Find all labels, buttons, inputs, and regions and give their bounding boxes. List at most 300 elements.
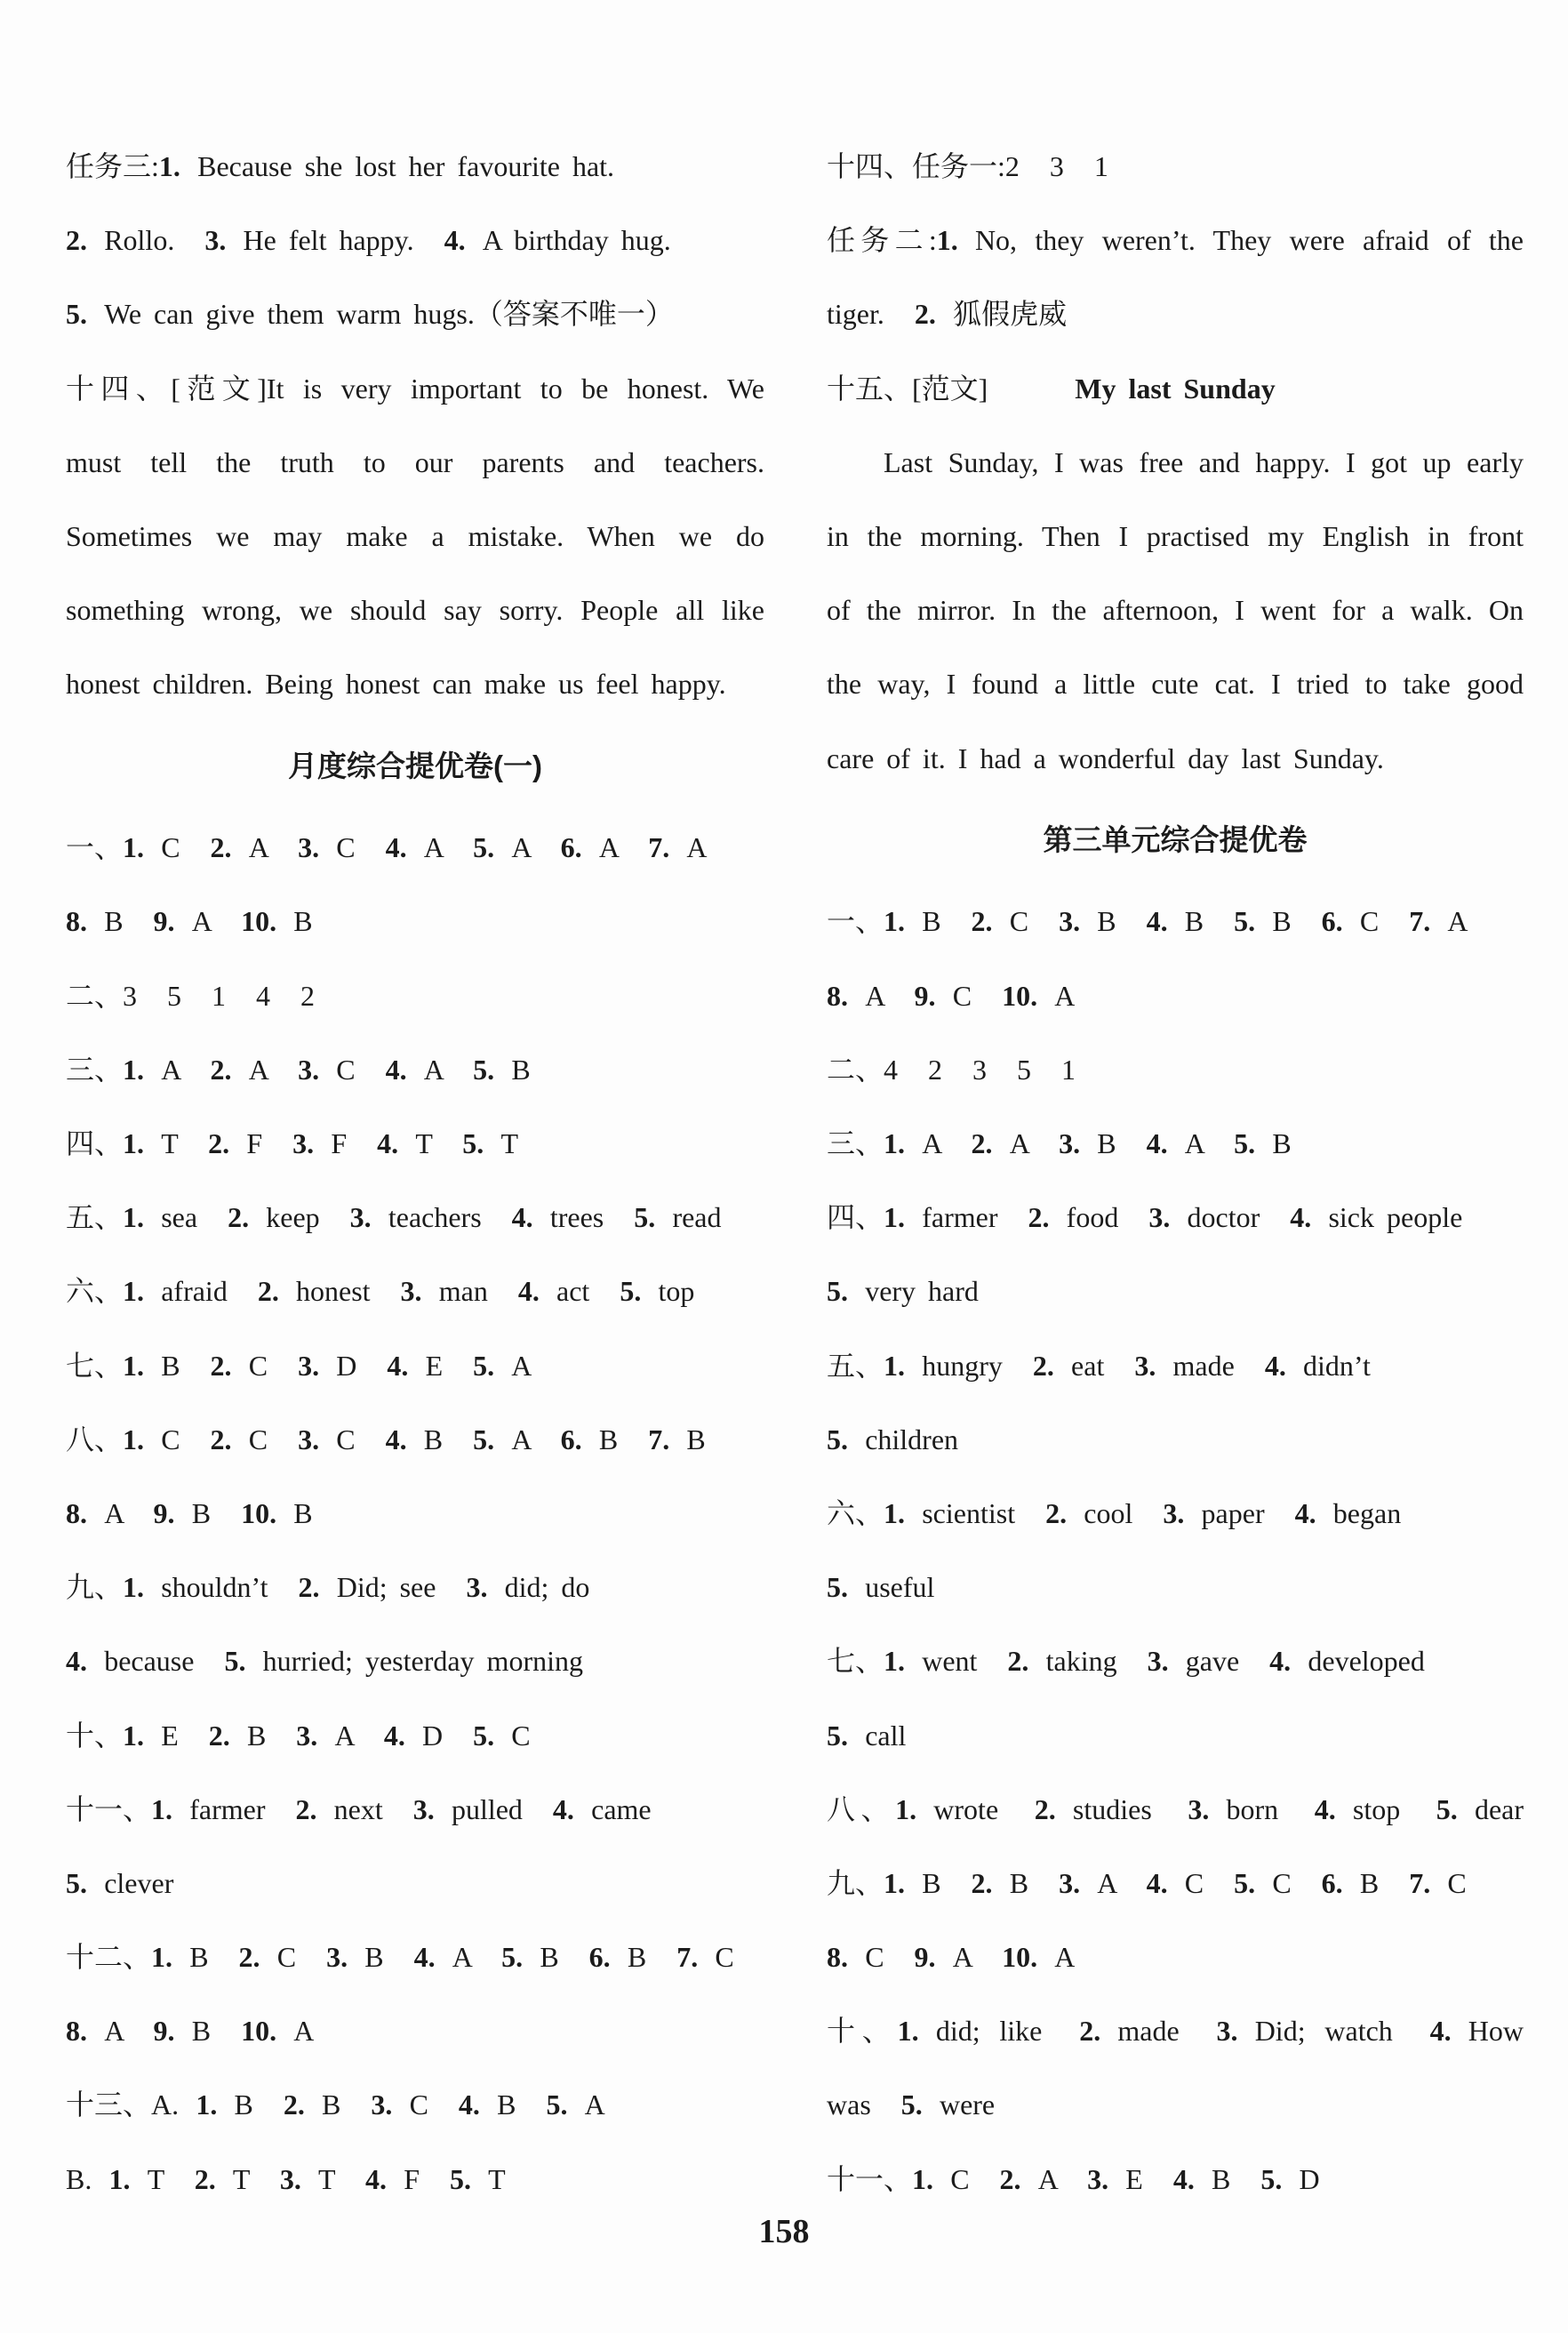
answer-line — [827, 959, 1524, 1033]
answer-item — [648, 831, 707, 863]
answer-number: 1. — [884, 1201, 906, 1234]
answer-item — [66, 1497, 124, 1529]
answer-item — [211, 1350, 268, 1382]
answer-text: B — [322, 2088, 341, 2121]
answer-item — [937, 224, 1524, 256]
answer-item — [895, 1793, 998, 1825]
essay-text: honest children. Being honest can make us feel happy. — [66, 668, 726, 701]
answer-text: B — [293, 905, 313, 938]
answer-item — [1147, 1867, 1204, 1899]
answer-text: Did; see — [336, 1571, 436, 1604]
answer-text: C — [950, 2162, 970, 2195]
section-heading: 第三单元综合提优卷 — [1043, 822, 1308, 856]
answer-number: 1. — [158, 150, 180, 182]
answer-item — [901, 2088, 995, 2121]
answer-item — [123, 1350, 180, 1382]
answer-text: began — [1332, 1496, 1402, 1529]
answer-number: 2. — [210, 831, 232, 864]
answer-number: 3. — [1059, 905, 1081, 938]
answer-line — [827, 2068, 1524, 2142]
answer-text: A — [511, 1423, 531, 1455]
question-label: 六、 — [66, 1275, 124, 1308]
answer-item — [241, 1497, 313, 1529]
answer-text: B — [1212, 2162, 1231, 2195]
essay-line — [827, 500, 1524, 573]
answer-number: 3. — [296, 1719, 318, 1752]
answer-text: Did; watch — [1254, 2015, 1393, 2048]
answer-text: B — [686, 1423, 706, 1455]
answer-item — [1322, 1867, 1380, 1899]
answer-text: C — [952, 979, 972, 1012]
answer-item — [151, 1941, 209, 1973]
question-label: 任务二: — [827, 224, 937, 257]
answer-item — [1059, 1127, 1116, 1159]
answer-number: 1. — [123, 1423, 145, 1455]
answer-line — [827, 277, 1524, 351]
answer-number: 5. — [1234, 905, 1256, 938]
answer-text: T — [232, 2162, 250, 2195]
answer-number: 3. — [1134, 1349, 1156, 1382]
answer-text: E — [1125, 2162, 1143, 2195]
answer-number: 1. — [884, 1645, 906, 1678]
answer-text: A — [922, 1127, 941, 1160]
answer-text: A — [423, 831, 444, 864]
answer-number: 2. — [208, 1127, 230, 1160]
answer-text: A — [248, 831, 268, 864]
answer-item — [109, 2163, 164, 2195]
answer-item — [256, 980, 270, 1012]
answer-item — [462, 1127, 518, 1159]
answer-item — [827, 298, 884, 330]
answer-line — [827, 1994, 1524, 2068]
answer-text: A — [161, 1053, 180, 1086]
answer-item — [1322, 905, 1380, 937]
answer-item — [123, 1571, 268, 1603]
answer-number: 3. — [326, 1941, 348, 1974]
answer-number: 7. — [676, 1941, 699, 1974]
answer-item — [208, 1127, 262, 1159]
answer-item — [473, 1350, 532, 1382]
answer-number: 3. — [298, 1349, 320, 1382]
answer-item — [1017, 1054, 1031, 1086]
answer-number: 5. — [66, 1866, 87, 1899]
answer-item — [1188, 1793, 1278, 1825]
answer-number: 3. — [298, 1053, 320, 1086]
question-label: 七、 — [66, 1349, 124, 1382]
answer-text: A — [248, 1053, 268, 1086]
answer-number: 2. — [66, 224, 87, 257]
answer-number: 4. — [444, 224, 466, 257]
answer-number: 4. — [377, 1127, 399, 1160]
answer-text: F — [404, 2162, 420, 2195]
answer-item — [1409, 1867, 1467, 1899]
answer-number: 7. — [648, 1423, 670, 1455]
answer-number: 1. — [123, 1201, 145, 1234]
answer-item — [1234, 905, 1292, 937]
answer-number: 3. — [349, 1201, 372, 1234]
answer-line — [827, 1624, 1524, 1698]
answer-item — [553, 1793, 652, 1825]
answer-number: 5. — [1234, 1866, 1256, 1899]
answer-item — [884, 1201, 997, 1233]
answer-text: children — [865, 1423, 959, 1455]
answer-number: 2. — [210, 1423, 232, 1455]
answer-text: 2 — [1004, 150, 1020, 182]
answer-text: 5 — [1017, 1053, 1032, 1086]
answer-text: A — [1184, 1127, 1204, 1160]
answer-text: C — [336, 1053, 356, 1086]
answer-item — [473, 1054, 531, 1086]
answer-line — [827, 885, 1524, 958]
answer-number: 3. — [400, 1275, 422, 1308]
answer-item — [546, 2088, 604, 2121]
answer-item — [195, 2163, 250, 2195]
answer-item — [167, 980, 181, 1012]
answer-line — [66, 1181, 764, 1255]
answer-text: T — [500, 1127, 519, 1160]
answer-text: did; do — [504, 1571, 590, 1604]
answer-line — [66, 1107, 764, 1181]
answer-item — [66, 1645, 194, 1677]
answer-line — [827, 1773, 1524, 1847]
answer-text: top — [658, 1275, 695, 1308]
answer-item — [1002, 980, 1075, 1012]
answer-text: Rollo. — [104, 224, 175, 257]
answer-line — [827, 1181, 1524, 1255]
answer-item — [151, 1793, 265, 1825]
answer-number: 10. — [1002, 979, 1038, 1012]
answer-item — [413, 1793, 523, 1825]
answer-item — [1134, 1350, 1234, 1382]
answer-item — [972, 1054, 987, 1086]
question-label: 十五、[范文] — [827, 372, 988, 405]
answer-text: C — [1447, 1866, 1467, 1899]
answer-number: 2. — [283, 2088, 305, 2121]
answer-number: 1. — [151, 1941, 173, 1974]
answer-item — [473, 831, 531, 863]
question-label: 八、 — [827, 1792, 896, 1825]
answer-line — [66, 1994, 764, 2068]
answer-number: 2. — [295, 1792, 317, 1825]
answer-text: A — [598, 831, 619, 864]
answer-number: 2. — [194, 2162, 216, 2195]
answer-line — [66, 1255, 764, 1328]
answer-text: C — [1184, 1866, 1204, 1899]
answer-item — [561, 1423, 619, 1455]
answer-item — [450, 2163, 506, 2195]
answer-text: A — [1009, 1127, 1029, 1160]
answer-text: hurried; yesterday morning — [262, 1645, 583, 1678]
answer-line — [66, 1847, 764, 1920]
question-label: 十一、 — [66, 1792, 152, 1825]
question-label: 十一、 — [827, 2162, 913, 2195]
answer-text: read — [672, 1201, 722, 1234]
answer-text: B — [540, 1941, 559, 1974]
answer-line — [66, 130, 764, 204]
answer-number: 5. — [827, 1571, 848, 1604]
answer-line — [66, 959, 764, 1033]
answer-item — [123, 831, 180, 863]
answer-text: C — [336, 831, 356, 864]
answer-item — [123, 1720, 179, 1752]
answer-item — [386, 1054, 444, 1086]
answer-text: food — [1066, 1201, 1119, 1234]
answer-text: wrote — [933, 1792, 999, 1825]
answer-number: 4. — [1290, 1201, 1312, 1234]
answer-item — [1002, 1941, 1075, 1973]
answer-item — [915, 1941, 972, 1973]
answer-line — [827, 204, 1524, 277]
question-label: 任务三: — [66, 150, 159, 182]
answer-line — [66, 885, 764, 958]
answer-text: keep — [266, 1201, 320, 1234]
answer-line — [66, 1699, 764, 1773]
answer-item — [884, 1645, 977, 1677]
answer-item — [915, 298, 1067, 330]
answer-text: B — [497, 2088, 516, 2121]
answer-text: man — [438, 1275, 488, 1308]
question-label: 二、 — [66, 979, 124, 1012]
answer-item — [1059, 905, 1116, 937]
answer-text: 狐假虎威 — [953, 298, 1068, 331]
answer-item — [66, 224, 174, 256]
answer-item — [676, 1941, 734, 1973]
question-label: 十、 — [66, 1719, 124, 1752]
answer-number: 2. — [238, 1941, 260, 1974]
answer-number: 1. — [151, 1792, 173, 1825]
answer-number: 5. — [827, 1423, 848, 1455]
answer-item — [1007, 1645, 1116, 1677]
answer-item — [211, 1423, 268, 1455]
question-label: 十四、任务一: — [827, 150, 1005, 182]
answer-item — [884, 1867, 941, 1899]
answer-text: 4 — [256, 979, 271, 1012]
answer-item — [1295, 1497, 1402, 1529]
answer-number: 1. — [884, 1127, 906, 1160]
answer-line — [66, 1920, 764, 1994]
question-label: 九、 — [827, 1866, 884, 1899]
answer-text: A — [1054, 1941, 1076, 1974]
answer-item — [1269, 1645, 1425, 1677]
answer-text: A — [865, 979, 884, 1012]
answer-text: dear — [1474, 1792, 1524, 1825]
essay-line — [66, 500, 764, 573]
answer-number: 1. — [884, 905, 906, 938]
answer-number: 9. — [153, 2015, 175, 2048]
answer-item — [648, 1423, 706, 1455]
sub-part-label: A. — [151, 2088, 180, 2121]
answer-line — [827, 1107, 1524, 1181]
answer-number: 5. — [473, 1423, 495, 1455]
essay-line — [827, 426, 1524, 500]
answer-item — [123, 980, 137, 1012]
answer-text: B — [1097, 1127, 1116, 1160]
answer-item — [258, 1275, 371, 1307]
answer-number: 2. — [298, 1571, 320, 1604]
answer-number: 1. — [123, 1571, 145, 1604]
answer-text: We can give them warm hugs.（答案不唯一） — [104, 298, 674, 331]
answer-number: 5. — [634, 1201, 656, 1234]
answer-item — [589, 1941, 647, 1973]
answer-item — [241, 905, 313, 937]
answer-number: 1. — [912, 2162, 934, 2195]
answer-text: A — [334, 1719, 354, 1752]
question-label: 九、 — [66, 1571, 124, 1604]
answer-number: 5. — [501, 1941, 524, 1974]
essay-text: Last Sunday, I was free and happy. I got up early — [884, 445, 1524, 478]
answer-text: B — [364, 1941, 384, 1974]
answer-number: 2. — [1032, 1349, 1054, 1382]
answer-number: 5. — [473, 1053, 495, 1086]
answer-text: B — [423, 1423, 444, 1455]
answer-number: 4. — [552, 1792, 574, 1825]
answer-text: teachers — [388, 1201, 482, 1234]
answer-text: 3 — [123, 979, 138, 1012]
answer-number: 10. — [241, 905, 277, 938]
answer-item — [1173, 2163, 1231, 2195]
answer-item — [204, 224, 413, 256]
answer-item — [66, 2015, 124, 2047]
answer-line — [66, 204, 764, 277]
answer-number: 1. — [108, 2162, 131, 2195]
answer-text: C — [1272, 1866, 1292, 1899]
essay-line — [827, 647, 1524, 721]
answer-number: 4. — [1264, 1349, 1286, 1382]
answer-text: came — [591, 1792, 652, 1825]
answer-item — [66, 1867, 173, 1899]
answer-text: A — [1054, 979, 1076, 1012]
essay-heading-line — [827, 352, 1524, 426]
answer-number: 3. — [298, 1423, 320, 1455]
answer-number: 2. — [1028, 1201, 1050, 1234]
answer-text: E — [161, 1719, 179, 1752]
answer-line — [827, 1255, 1524, 1328]
answer-number: 1. — [123, 1275, 145, 1308]
answer-text: pulled — [451, 1792, 523, 1825]
answer-number: 4. — [517, 1275, 540, 1308]
answer-text: C — [715, 1941, 734, 1974]
answer-item — [123, 1054, 180, 1086]
answer-item — [414, 1941, 472, 1973]
answer-item — [884, 1497, 1015, 1529]
answer-item — [212, 980, 226, 1012]
answer-text: B — [191, 2015, 212, 2048]
answer-item — [296, 1720, 354, 1752]
answer-number: 3. — [1163, 1496, 1185, 1529]
question-label: 七、 — [827, 1645, 884, 1678]
answer-number: 10. — [241, 2015, 277, 2048]
answer-text: useful — [865, 1571, 935, 1604]
answer-number: 2. — [971, 905, 993, 938]
answer-text: made — [1117, 2015, 1180, 2048]
answer-text: C — [1009, 905, 1029, 938]
essay-line — [827, 722, 1524, 796]
question-label: 一、 — [827, 905, 884, 938]
answer-number: 7. — [1409, 905, 1431, 938]
answer-item — [239, 1941, 297, 1973]
answer-number: 1. — [196, 2088, 218, 2121]
answer-number: 4. — [387, 1349, 409, 1382]
answer-item — [928, 1054, 942, 1086]
answer-item — [292, 1127, 347, 1159]
answer-number: 5. — [473, 1719, 495, 1752]
answer-text: C — [336, 1423, 356, 1455]
answer-item — [827, 1275, 979, 1307]
answer-item — [1059, 1867, 1116, 1899]
answer-number: 3. — [1148, 1201, 1171, 1234]
answer-item — [1290, 1201, 1462, 1233]
answer-item — [123, 1201, 197, 1233]
answer-text: stop — [1352, 1792, 1401, 1825]
answer-text: 4 — [884, 1053, 899, 1086]
answer-item — [518, 1275, 589, 1307]
answer-text: clever — [104, 1866, 174, 1899]
answer-text: A — [511, 1349, 532, 1382]
answer-item — [224, 1645, 583, 1677]
answer-line — [827, 1477, 1524, 1551]
answer-number: 5. — [1436, 1792, 1458, 1825]
essay-text: of the mirror. In the afternoon, I went for a walk. On — [827, 594, 1524, 627]
answer-text: T — [488, 2162, 506, 2195]
answer-text: C — [161, 1423, 180, 1455]
answer-item — [1436, 1793, 1524, 1825]
answer-number: 1. — [123, 1349, 145, 1382]
answer-text: 2 — [928, 1053, 943, 1086]
answer-text: gave — [1185, 1645, 1240, 1678]
essay-line — [66, 426, 764, 500]
answer-text: farmer — [189, 1792, 266, 1825]
answer-text: A — [1097, 1866, 1116, 1899]
answer-number: 5. — [66, 298, 87, 331]
answer-number: 9. — [153, 1496, 175, 1529]
answer-item — [827, 1571, 934, 1603]
answer-text: A — [191, 905, 212, 938]
answer-number: 9. — [914, 979, 936, 1012]
answer-line — [827, 1329, 1524, 1403]
answer-text: T — [415, 1127, 433, 1160]
answer-number: 8. — [66, 2015, 87, 2048]
answer-number: 5. — [473, 1349, 495, 1382]
answer-item — [386, 1423, 444, 1455]
answer-number: 4. — [385, 1053, 407, 1086]
answer-number: 5. — [900, 2088, 923, 2121]
answer-line — [66, 2068, 764, 2142]
answer-number: 1. — [123, 831, 145, 864]
answer-text: A — [452, 1941, 472, 1974]
answer-item — [365, 2163, 420, 2195]
question-label: 一、 — [66, 831, 124, 864]
answer-number: 6. — [560, 831, 582, 864]
answer-number: 4. — [66, 1645, 87, 1678]
question-label: 五、 — [827, 1349, 884, 1382]
answer-number: 4. — [383, 1719, 405, 1752]
answer-item — [561, 831, 619, 863]
answer-text: A — [584, 2088, 605, 2121]
page-number: 158 — [758, 2213, 810, 2250]
answer-line — [66, 1624, 764, 1698]
answer-number: 1. — [936, 224, 958, 257]
answer-text: B — [293, 1496, 313, 1529]
answer-text: E — [425, 1349, 444, 1382]
answer-item — [620, 1275, 694, 1307]
right-column — [827, 130, 1524, 2217]
answer-number: 8. — [827, 979, 848, 1012]
answer-number: 2. — [257, 1275, 279, 1308]
answer-text: A — [293, 2015, 315, 2048]
answer-number: 3. — [1059, 1127, 1081, 1160]
essay-text: Sometimes we may make a mistake. When we do — [66, 519, 764, 552]
answer-text: paper — [1201, 1496, 1265, 1529]
